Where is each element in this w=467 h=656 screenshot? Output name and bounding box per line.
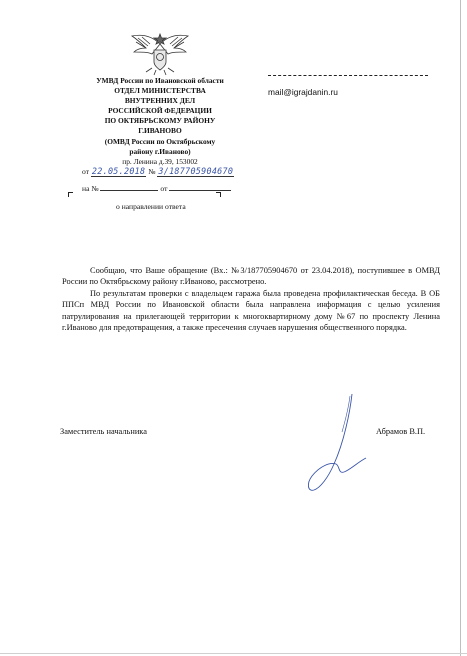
subject-corner-right [216,192,221,197]
organization-header [60,76,260,167]
body-paragraph: Сообщаю, что Ваше обращение (Вх.: №3/187705904670 от 23.04.2018), поступившее в ОМВД России по Октябрьскому району г.Иваново, рассмотрено. [62,266,440,287]
from-label-2: от [160,184,168,193]
incoming-reference [82,182,231,193]
incoming-date-blank [169,182,231,191]
signatory-title: Заместитель начальника [60,427,147,436]
org-line: ОТДЕЛ МИНИСТЕРСТВА [114,86,206,96]
handwritten-signature [300,392,370,497]
org-address: пр. Ленина д.39, 153002 [122,156,198,166]
org-line: району г.Иваново) [129,146,191,156]
letter-subject: о направлении ответа [116,202,186,211]
number-label: № [148,167,156,176]
org-line: РОССИЙСКОЙ ФЕДЕРАЦИИ [108,106,212,116]
org-line: Г.ИВАНОВО [138,126,182,136]
letter-number: 3/187705904670 [158,166,234,176]
police-emblem-icon [128,30,192,76]
subject-corner-left [68,192,73,197]
from-label: от [82,167,90,176]
org-line: ВНУТРЕННИХ ДЕЛ [124,96,196,106]
letter-date: 22.05.2018 [91,166,146,176]
org-line: ПО ОКТЯБРЬСКОМУ РАЙОНУ [104,116,216,126]
signatory-name: Абрамов В.П. [376,427,426,436]
letter-body [62,265,440,333]
incoming-number-blank [100,182,158,191]
outgoing-reference [82,166,234,176]
on-number-label: на № [82,184,99,193]
body-paragraph: По результатам проверки с владельцем гаража была проведена профилактическая беседа. В ОБ ППСп МВД России по Ивановской области была направлена информация с целью усиления патрулирования на прилегающей территории к многоквартирному дому №67 по проспекту Ленина г.Иваново для предотвращения, а также пресечения случаев нарушения общественного порядка. [62,288,440,333]
org-line: (ОМВД России по Октябрьскому [104,136,216,146]
recipient-dashed-line [268,75,428,76]
recipient-email: mail@igrajdanin.ru [268,87,338,97]
org-line: УМВД России по Ивановской области [96,76,224,85]
page-edge-right [460,0,461,656]
page-edge-bottom [0,653,467,654]
